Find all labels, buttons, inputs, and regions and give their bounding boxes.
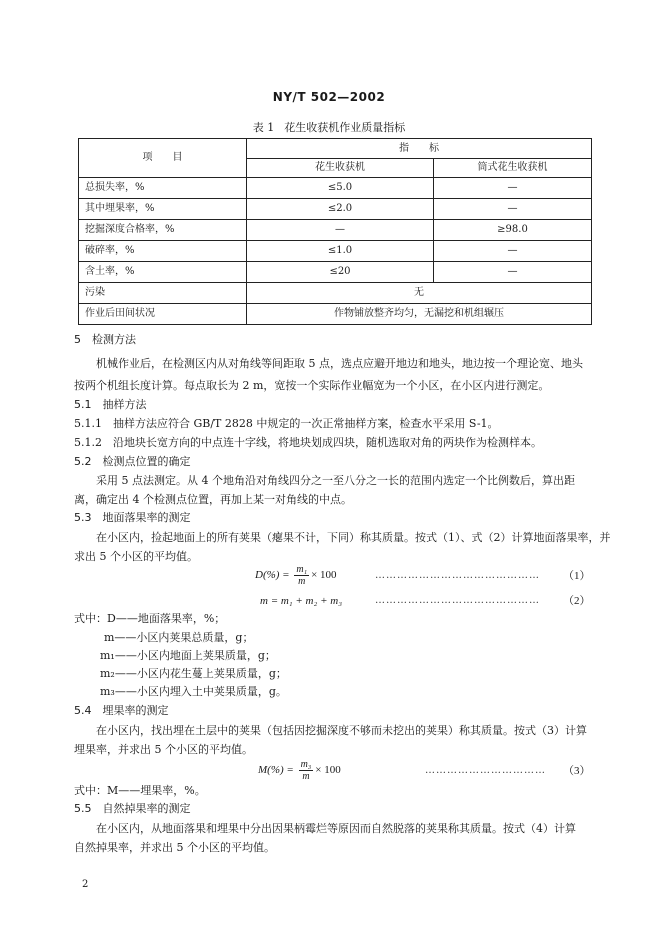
- equation-3-rhs: × 100: [315, 764, 341, 777]
- page-number: 2: [82, 879, 89, 890]
- equation-3-leader: ……………………………: [425, 765, 546, 776]
- table-row: [79, 241, 592, 262]
- equation-3-number: （3）: [563, 765, 591, 777]
- section-5-3-heading: 5.3 地面落果率的测定: [74, 511, 191, 524]
- header-item-cell: 项 目: [79, 139, 247, 178]
- row-value-b: ≥98.0: [434, 220, 592, 241]
- section-5-5-line2: 自然掉果率，并求出 5 个小区的平均值。: [74, 841, 275, 854]
- row-value-a: ≤5.0: [247, 178, 434, 199]
- para-5-line2: 按两个机组长度计算。每点取长为 2 m，宽按一个实际作业幅宽为一个小区，在小区内进行测定。: [74, 379, 550, 392]
- row-value-a: ≤1.0: [247, 241, 434, 262]
- section-5-5-line1: 在小区内，从地面落果和埋果中分出因果柄霉烂等原因而自然脱落的荚果称其质量。按式（4）计算: [96, 822, 576, 835]
- row-item: 其中埋果率，%: [79, 199, 247, 220]
- equation-1-leader: ………………………………………: [375, 570, 540, 581]
- row-value-a: ≤20: [247, 262, 434, 283]
- where-2-intro: 式中：M——埋果率，%。: [74, 784, 206, 797]
- section-5-4-line2: 埋果率，并求出 5 个小区的平均值。: [74, 743, 253, 756]
- table-row: [79, 178, 592, 199]
- equation-3-denominator: m: [302, 771, 310, 782]
- equation-3: [258, 759, 341, 782]
- standard-number: NY/T 502—2002: [272, 90, 386, 104]
- section-5-2-heading: 5.2 检测点位置的确定: [74, 455, 191, 468]
- equation-2-number: （2）: [563, 595, 591, 607]
- row-value-a: —: [247, 220, 434, 241]
- table-row: [79, 262, 592, 283]
- row-value-b: —: [434, 199, 592, 220]
- row-value-a: ≤2.0: [247, 199, 434, 220]
- row-value-b: —: [434, 178, 592, 199]
- table-row: [79, 220, 592, 241]
- where-1-intro: 式中：D——地面落果率，%；: [74, 612, 226, 625]
- table-row: [79, 283, 592, 304]
- equation-1-denominator: m: [298, 576, 306, 587]
- row-value-merged: 作物铺放整齐均匀，无漏挖和机组辗压: [247, 304, 592, 325]
- table-caption-title: 花生收获机作业质量指标: [284, 121, 406, 134]
- table-caption-number: 表 1: [252, 121, 275, 134]
- equation-3-numerator: m₃: [300, 759, 312, 770]
- section-5-5-heading: 5.5 自然掉果率的测定: [74, 802, 191, 815]
- section-5-2-line1: 采用 5 点法测定。从 4 个地角沿对角线四分之一至八分之一长的范围内选定一个比例数后，算出距: [96, 474, 575, 487]
- section-5-3-line2: 求出 5 个小区的平均值。: [74, 550, 198, 563]
- where-1-m3: m₃——小区内埋入土中荚果质量，g。: [100, 685, 287, 698]
- header-col-a: 花生收获机: [247, 159, 434, 178]
- equation-1-lhs: D(%) =: [255, 569, 293, 582]
- section-5-4-heading: 5.4 埋果率的测定: [74, 704, 169, 717]
- header-col-b: 筒式花生收获机: [434, 159, 592, 178]
- row-item: 总损失率，%: [79, 178, 247, 199]
- equation-1-rhs: × 100: [311, 569, 337, 582]
- equation-3-lhs: M(%) =: [258, 764, 297, 777]
- section-5-4-line1: 在小区内，找出埋在土层中的荚果（包括因挖掘深度不够而未挖出的荚果）称其质量。按式（3）计算: [96, 724, 587, 737]
- row-item: 污染: [79, 283, 247, 304]
- section-5-3-line1: 在小区内，捡起地面上的所有荚果（瘪果不计，下同）称其质量。按式（1）、式（2）计算地面落果率，并: [96, 531, 611, 544]
- equation-2-leader: ………………………………………: [375, 595, 540, 606]
- section-5-1-2: 5.1.2 沿地块长宽方向的中点连十字线，将地块划成四块，随机选取对角的两块作为检测样本。: [74, 436, 542, 449]
- equation-1: [255, 564, 337, 587]
- equation-2: m = m₁ + m₂ + m₃: [260, 595, 343, 607]
- section-5-1-heading: 5.1 抽样方法: [74, 398, 147, 411]
- table-row: [79, 199, 592, 220]
- where-1-m: m——小区内荚果总质量，g；: [104, 631, 254, 644]
- row-item: 破碎率，%: [79, 241, 247, 262]
- row-item: 作业后田间状况: [79, 304, 247, 325]
- where-1-m1: m₁——小区内地面上荚果质量，g；: [100, 649, 276, 662]
- equation-1-numerator: m₁: [296, 564, 308, 575]
- row-value-b: —: [434, 241, 592, 262]
- para-5-line1: 机械作业后，在检测区内从对角线等间距取 5 点，选点应避开地边和地头，地边按一个理论宽、地头: [96, 357, 583, 370]
- section-5-heading: 5 检测方法: [74, 333, 136, 346]
- table-header-row: [79, 139, 592, 159]
- header-index-cell: 指 标: [247, 139, 592, 159]
- section-5-2-line2: 离，确定出 4 个检测点位置，再加上某一对角线的中点。: [74, 493, 352, 506]
- quality-index-table: [78, 138, 592, 325]
- equation-1-number: （1）: [563, 570, 591, 582]
- row-item: 挖掘深度合格率，%: [79, 220, 247, 241]
- row-value-b: —: [434, 262, 592, 283]
- row-value-merged: 无: [247, 283, 592, 304]
- section-5-1-1: 5.1.1 抽样方法应符合 GB/T 2828 中规定的一次正常抽样方案，检查水平采用 S-1。: [74, 417, 499, 430]
- table-row: [79, 304, 592, 325]
- where-1-m2: m₂——小区内花生蔓上荚果质量，g；: [100, 667, 287, 680]
- table-caption: [0, 122, 658, 133]
- row-item: 含土率，%: [79, 262, 247, 283]
